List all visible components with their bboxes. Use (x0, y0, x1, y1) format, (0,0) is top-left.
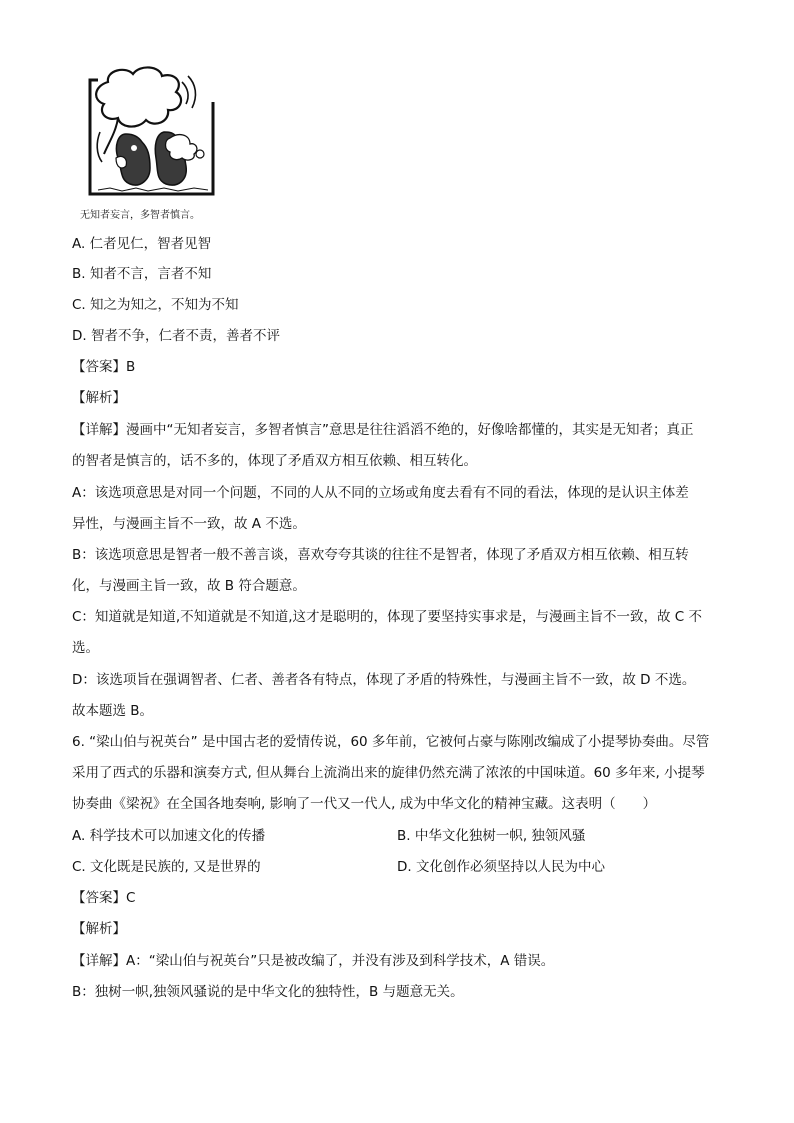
q6-option-b: B. 中华文化独树一帜, 独领风骚 (397, 828, 586, 844)
q6-stem-line: 协奏曲《梁祝》在全国各地奏响, 影响了一代又一代人, 成为中华文化的精神宝藏。这表明（ ） (72, 796, 657, 812)
q6-option-d: D. 文化创作必须坚持以人民为中心 (397, 859, 605, 875)
q6-stem-line: 采用了西式的乐器和演奏方式, 但从舞台上流淌出来的旋律仍然充满了浓浓的中国味道。60 多年来, 小提琴 (72, 765, 705, 781)
cartoon-drawing (78, 62, 228, 207)
q5-option-d: D. 智者不争，仁者不责，善者不评 (72, 328, 280, 344)
q5-detail-line: C：知道就是知道,不知道就是不知道,这才是聪明的，体现了要坚持实事求是，与漫画主旨不一致，故 C 不 (72, 609, 703, 625)
q5-detail-line: 异性，与漫画主旨不一致，故 A 不选。 (72, 516, 306, 532)
q5-option-b: B. 知者不言，言者不知 (72, 266, 212, 282)
q5-detail-line: 化，与漫画主旨一致，故 B 符合题意。 (72, 578, 306, 594)
q5-detail-line: 的智者是慎言的，话不多的，体现了矛盾双方相互依赖、相互转化。 (72, 453, 477, 469)
q5-detail-line: 【详解】漫画中“无知者妄言，多智者慎言”意思是往往滔滔不绝的，好像啥都懂的，其实是无知者；真正 (72, 422, 694, 438)
cartoon-caption: 无知者妄言，多智者慎言。 (80, 210, 200, 221)
q6-detail-line: B：独树一帜,独领风骚说的是中华文化的独特性，B 与题意无关。 (72, 984, 464, 1000)
q6-answer: 【答案】C (72, 890, 136, 906)
q5-analysis-label: 【解析】 (72, 390, 126, 406)
q6-option-c: C. 文化既是民族的, 又是世界的 (72, 859, 261, 875)
q5-detail-line: B：该选项意思是智者一般不善言谈，喜欢夸夸其谈的往往不是智者，体现了矛盾双方相互依赖、相互转 (72, 547, 689, 563)
q5-detail-line: 故本题选 B。 (72, 703, 154, 719)
q5-answer: 【答案】B (72, 359, 136, 375)
q5-detail-line: D：该选项旨在强调智者、仁者、善者各有特点，体现了矛盾的特殊性，与漫画主旨不一致，故 D 不选。 (72, 672, 696, 688)
q6-stem-line: 6. “梁山伯与祝英台” 是中国古老的爱情传说，60 多年前，它被何占豪与陈刚改编成了小提琴协奏曲。尽管 (72, 734, 710, 750)
q6-detail-line: 【详解】A：“梁山伯与祝英台”只是被改编了，并没有涉及到科学技术，A 错误。 (72, 953, 555, 969)
q5-option-a: A. 仁者见仁，智者见智 (72, 236, 212, 252)
q5-option-c: C. 知之为知之，不知为不知 (72, 297, 239, 313)
q5-detail-line: 选。 (72, 640, 99, 656)
q6-analysis-label: 【解析】 (72, 921, 126, 937)
q6-option-a: A. 科学技术可以加速文化的传播 (72, 828, 266, 844)
q5-detail-line: A：该选项意思是对同一个问题，不同的人从不同的立场或角度去看有不同的看法，体现的是认识主体差 (72, 485, 689, 501)
cartoon-illustration (78, 62, 228, 222)
